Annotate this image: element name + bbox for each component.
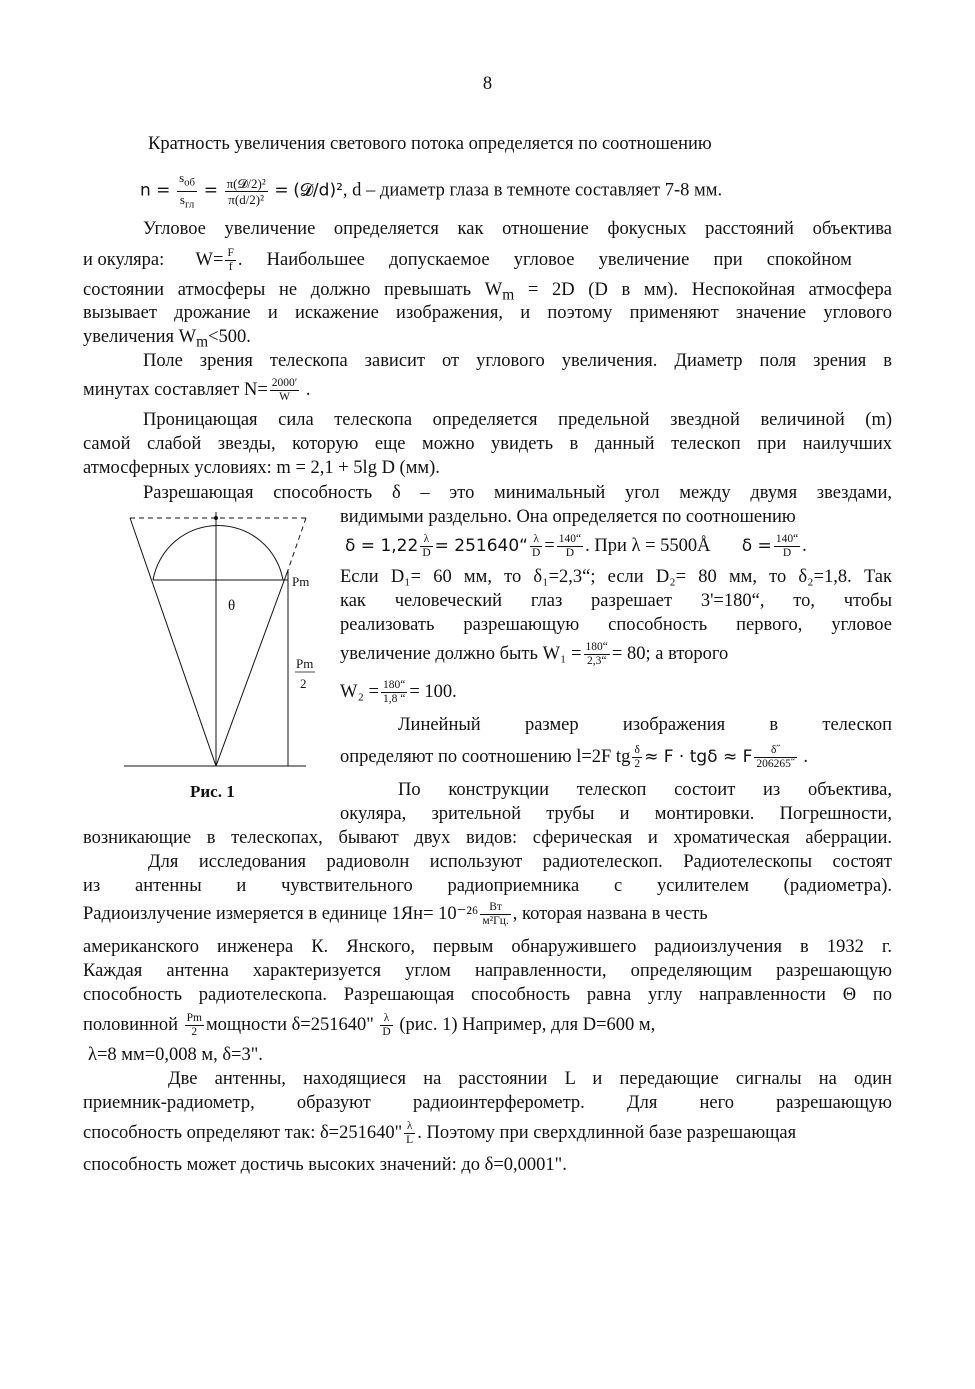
text-line: окуляра, зрительной трубы и монтировки. Погрешности, (340, 804, 892, 824)
text-line: Разрешающая способность δ – это минимальный угол между двумя звездами, (143, 483, 892, 503)
fraction: $\frac{\lambda}{D}$ (531, 533, 541, 559)
fraction: $\frac{180“}{1,8 “}$ (382, 679, 406, 705)
fraction: $\frac{F}{f}$ (227, 247, 234, 273)
fraction: $\frac{180“}{2,3“}$ (585, 641, 608, 667)
text-line: состоянии атмосферы не должно превышать $W_m = 2D$ (D в мм). Неспокойная атмосфера (83, 280, 892, 304)
fraction: $\frac{Pm}{2}$ (186, 1012, 202, 1038)
text-line: видимыми раздельно. Она определяется по соотношению (340, 507, 796, 527)
pm2-label-top: Pm (296, 656, 314, 671)
text-line: Кратность увеличения светового потока определяется по соотношению (148, 134, 712, 154)
fraction: $\frac{s_{об}}{s_{гл}}$ (179, 170, 196, 211)
top-point (214, 516, 218, 520)
text-line: минутах составляет N= $\frac{2000'}{W}$ . (83, 377, 311, 403)
formula-line: половинной $\frac{Pm}{2}$ мощности δ=251640" $\frac{\lambda}{D}$ (рис. 1) Например, для D=600 м, (83, 1012, 656, 1038)
fraction: $\frac{\text{π(𝓓/2)²}}{\text{π(d/2)²}}$ (226, 175, 266, 207)
fraction: $\frac{\lambda}{D}$ (422, 533, 431, 559)
formula-line: Радиоизлучение измеряется в единице 1Ян= 10⁻²⁶ $\frac{Вт}{\text{м²Гц.}}$ , которая названа в честь (83, 901, 708, 927)
text-line: Угловое увеличение определяется как отношение фокусных расстояний объектива (143, 219, 892, 239)
text-line: По конструкции телескоп состоит из объектива, (398, 780, 892, 800)
text-line: атмосферных условиях: m = 2,1 + 5lg D (мм). (83, 458, 440, 478)
text-line: реализовать разрешающую способность первого, угловое (340, 615, 892, 635)
cone-right-dashed (288, 518, 306, 570)
text-line: Каждая антенна характеризуется углом направленности, определяющим разрешающую (83, 961, 892, 981)
fraction: $\frac{\delta}{2}$ (634, 744, 641, 770)
fraction: $\frac{\lambda}{L}$ (406, 1120, 414, 1146)
text-line: Линейный размер изображения в телескоп (398, 715, 892, 735)
formula-n: n = (140, 180, 171, 201)
text-line: Для исследования радиоволн используют радиотелескоп. Радиотелескопы состоят (148, 852, 892, 872)
text-line: Проницающая сила телескопа определяется предельной звездной величиной (m) (143, 410, 892, 430)
text-line: Поле зрения телескопа зависит от углового увеличения. Диаметр поля зрения в (143, 351, 892, 371)
text-line: из антенны и чувствительного радиоприемника с усилителем (радиометра). (83, 876, 892, 896)
text-line: приемник-радиометр, образуют радиоинтерферометр. Для него разрешающую (83, 1093, 892, 1113)
text-line: способность может достичь высоких значений: до δ=0,0001". (83, 1155, 567, 1175)
fraction: $\frac{140“}{D}$ (775, 533, 799, 559)
text-line: λ=8 мм=0,008 м, δ=3". (88, 1045, 263, 1065)
fraction: $\frac{Вт}{\text{м²Гц.}}$ (482, 901, 509, 927)
figure-caption: Рис. 1 (190, 782, 235, 801)
pm2-label-bottom: 2 (300, 676, 307, 691)
text-line: возникающие в телескопах, бывают двух видов: сферическая и хроматическая аберрации. (83, 828, 892, 848)
formula-line: способность определяют так: δ=251640" $\frac{\lambda}{L}$ . Поэтому при сверхдлинной базе разрешающая (83, 1120, 797, 1146)
text-line: Если D₁= 60 мм, то δ₁=2,3“; если D₂= 80 мм, то δ₂=1,8. Так (340, 567, 892, 587)
page-number: 8 (482, 74, 493, 94)
fraction: $\frac{\lambda}{D}$ (382, 1012, 391, 1038)
formula-paren: (𝓓/d)² (293, 180, 343, 201)
cone-left-line (130, 518, 216, 766)
text-line: американского инженера К. Янского, первым обнаружившего радиоизлучения в 1932 г. (83, 937, 892, 957)
theta-label: θ (228, 598, 236, 614)
formula-line: определяют по соотношению l=2F tg $\frac{\delta}{2}$ ≈ F · tgδ ≈ F $\frac{\delta˝}{206265˝}$ . (340, 744, 808, 770)
pm-label: Pm (292, 574, 310, 589)
formula-line: W₂ = $\frac{180“}{1,8 “}$ = 100. (340, 679, 457, 705)
text-line: увеличения $W_m<500$. (83, 327, 251, 351)
beam-lobe-arc (153, 525, 283, 580)
fraction: $\frac{140“}{D}$ (558, 533, 582, 559)
fraction: $\frac{2000'}{W}$ (271, 377, 298, 403)
figure-1-diagram (120, 510, 330, 775)
text-line: способность радиотелескопа. Разрешающая способность равна углу направленности Θ по (83, 985, 892, 1005)
cone-right-line (216, 570, 288, 766)
text-line: и окуляра: W= $\frac{F}{f}$ . Наибольшее допускаемое угловое увеличение при спокойном (83, 247, 852, 273)
text-line: Две антенны, находящиеся на расстоянии L и передающие сигналы на один (168, 1069, 892, 1089)
formula-line: увеличение должно быть W₁ = $\frac{180“}{2,3“}$ = 80; а второго (340, 641, 729, 667)
text-line: самой слабой звезды, которую еще можно увидеть в данный телескоп при наилучших (83, 434, 892, 454)
fraction: $\frac{\delta˝}{206265˝}$ (756, 744, 795, 770)
formula-line: δ = 1,22 $\frac{\lambda}{D}$ = 251640“ $\frac{\lambda}{D}$ = $\frac{140“}{D}$ . При λ = 5500Å δ = $\frac{140“}{D}$ . (345, 533, 807, 559)
text-line: как человеческий глаз разрешает 3'=180“, то, чтобы (340, 591, 892, 611)
text-line: вызывает дрожание и искажение изображения, и поэтому применяют значение углового (83, 303, 892, 323)
formula-line: n = $\frac{s_{об}}{s_{гл}}$ = $\frac{\text{π(𝓓/2)²}}{\text{π(d/2)²}}$ = (𝓓/d)², d – диаметр глаза в темноте составляет 7-8 мм. (140, 170, 723, 211)
